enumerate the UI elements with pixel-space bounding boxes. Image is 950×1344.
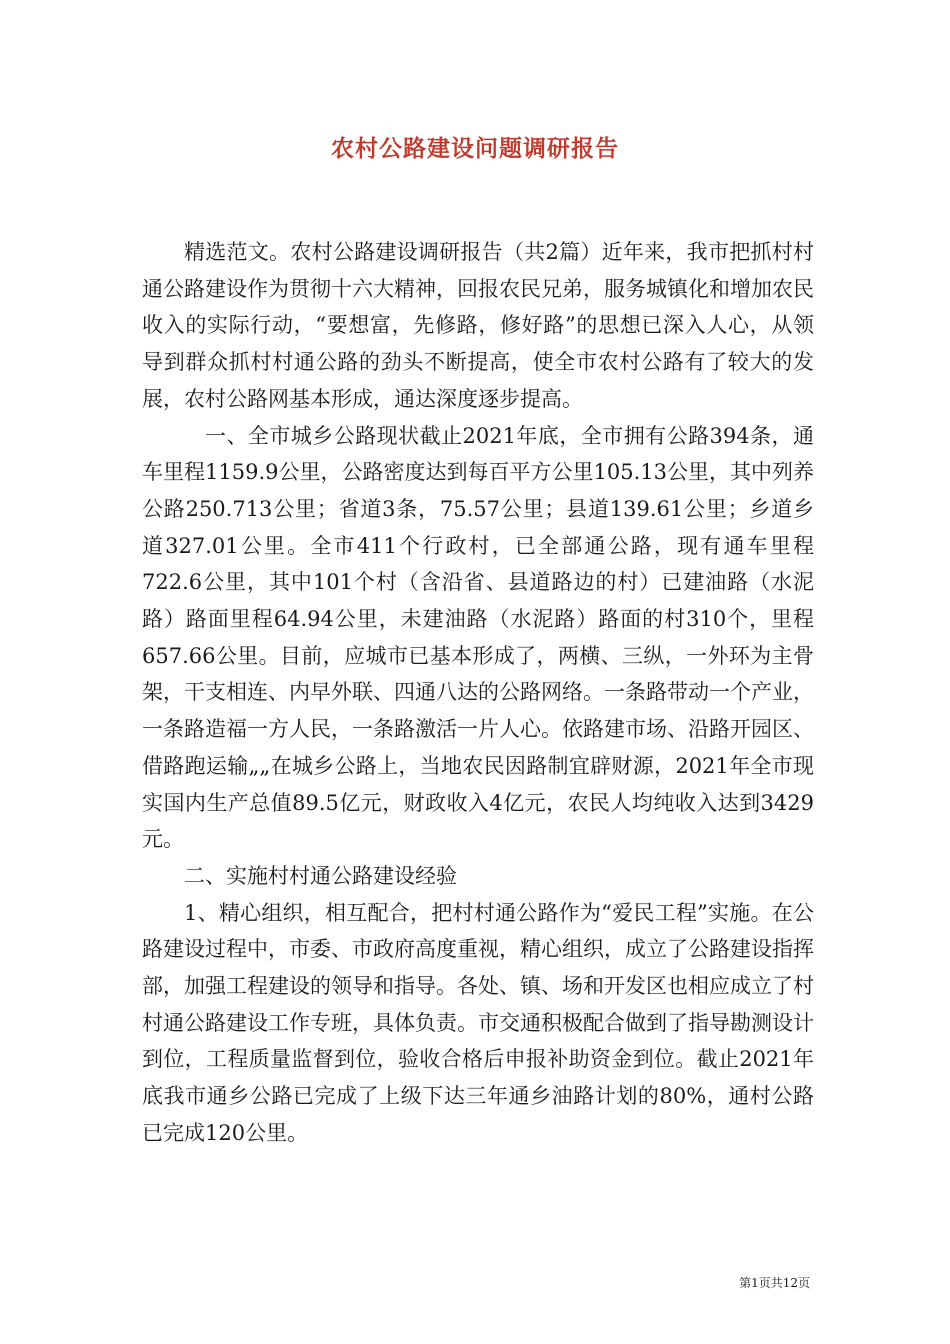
paragraph-section-1: 一、全市城乡公路现状截止2021年底，全市拥有公路394条，通车里程1159.9公里，公路密度达到每百平方公里105.13公里，其中列养公路250.713公里；省道3条，75.57公里；县道139.61公里；乡道乡道327.01公里。全市411个行政村，已全部通公路，现有通车里程722.6公里，其中101个村（含沿省、县道路边的村）已建油路（水泥路）路面里程64.94公里，未建油路（水泥路）路面的村310个，里程657.66公里。目前，应城市已基本形成了，两横、三纵，一外环为主骨架，干支相连、内早外联、四通八达的公路网络。一条路带动一个产业，一条路造福一方人民，一条路激活一片人心。依路建市场、沿路开园区、借路跑运输„„在城乡公路上，当地农民因路制宜辟财源，2021年全市现实国内生产总值89.5亿元，财政收入4亿元，农民人均纯收入达到3429元。	[142, 423, 814, 852]
paragraph-heading-2: 二、实施村村通公路建设经验	[184, 863, 457, 888]
page-number: 第1页共12页	[739, 1276, 810, 1290]
paragraph-intro: 精选范文。农村公路建设调研报告（共2篇）近年来，我市把抓村村通公路建设作为贯彻十六大精神，回报农民兄弟，服务城镇化和增加农民收入的实际行动，“要想富，先修路，修好路”的思想已深入人心，从领导到群众抓村村通公路的劲头不断提高，使全市农村公路有了较大的发展，农村公路网基本形成，通达深度逐步提高。	[142, 240, 814, 411]
document-body	[142, 234, 814, 1152]
paragraph-item-1: 1、精心组织，相互配合，把村村通公路作为“爱民工程”实施。在公路建设过程中，市委、市政府高度重视，精心组织，成立了公路建设指挥部，加强工程建设的领导和指导。各处、镇、场和开发区也相应成立了村村通公路建设工作专班，具体负责。市交通积极配合做到了指导勘测设计到位，工程质量监督到位，验收合格后申报补助资金到位。截止2021年底我市通乡公路已完成了上级下达三年通乡油路计划的80%，通村公路已完成120公里。	[142, 900, 814, 1145]
document-title: 农村公路建设问题调研报告	[331, 135, 619, 162]
